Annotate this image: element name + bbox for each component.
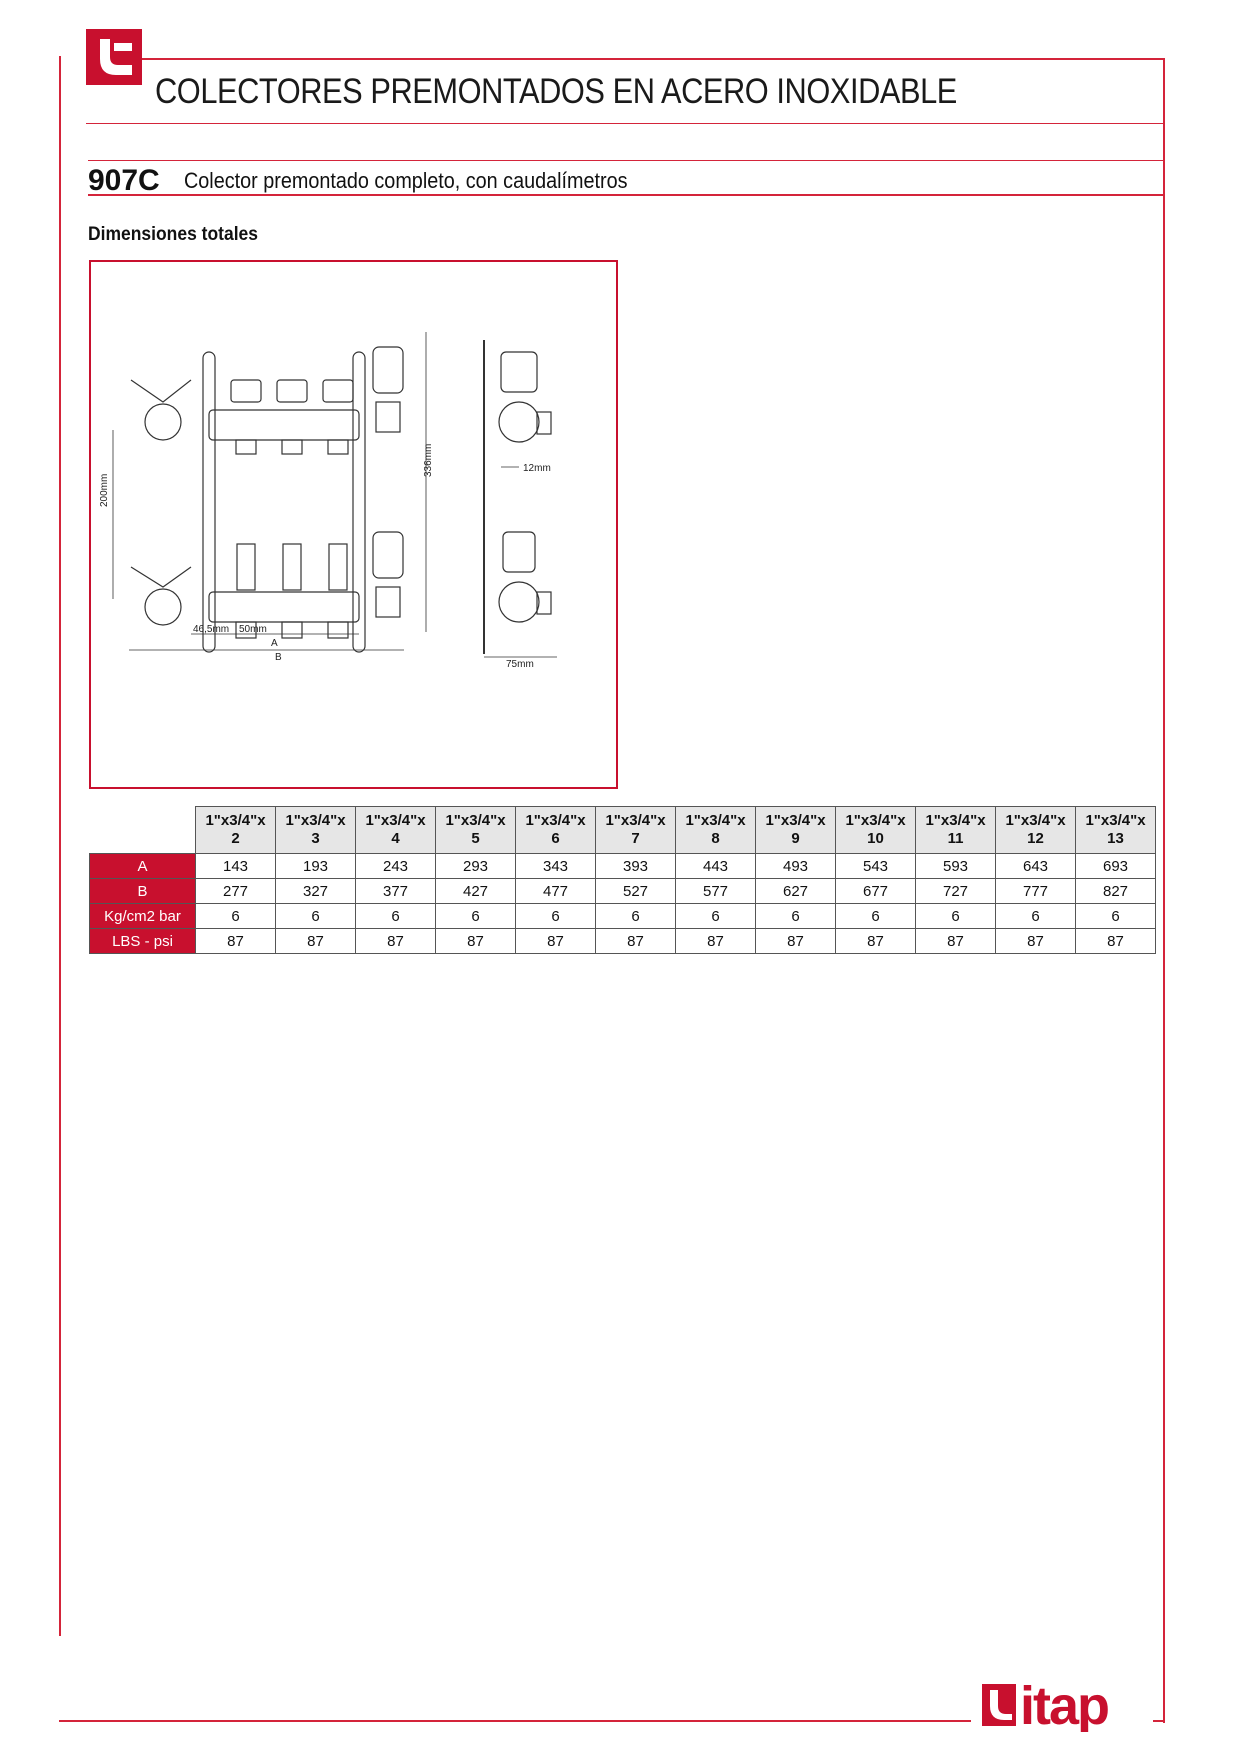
table-cell: 293 — [436, 854, 516, 879]
table-cell: 627 — [756, 879, 836, 904]
column-outlets: 2 — [231, 830, 240, 847]
table-cell: 593 — [916, 854, 996, 879]
dimensions-table — [89, 806, 1156, 954]
column-size: 1"x3/4"x — [685, 812, 746, 829]
table-row — [90, 879, 1156, 904]
brand-logo-text: itap — [1020, 1676, 1109, 1732]
dim-wall-gap: 12mm — [523, 463, 551, 474]
table-cell: 443 — [676, 854, 756, 879]
column-size: 1"x3/4"x — [765, 812, 826, 829]
page-title: COLECTORES PREMONTADOS EN ACERO INOXIDABLE — [155, 72, 957, 111]
table-cell: 87 — [756, 929, 836, 954]
product-rule-top — [88, 160, 1164, 161]
table-cell: 377 — [356, 879, 436, 904]
lower-valve-handle — [131, 567, 191, 587]
table-cell: 827 — [1076, 879, 1156, 904]
table-cell: 6 — [1076, 904, 1156, 929]
table-cell: 87 — [356, 929, 436, 954]
table-cell: 6 — [516, 904, 596, 929]
table-cell: 727 — [916, 879, 996, 904]
table-cell: 6 — [836, 904, 916, 929]
product-description: Colector premontado completo, con caudalímetros — [184, 168, 628, 193]
table-cell: 87 — [916, 929, 996, 954]
table-header-row — [90, 807, 1156, 854]
table-cell: 427 — [436, 879, 516, 904]
row-label: Kg/cm2 bar — [90, 904, 196, 929]
section-heading: Dimensiones totales — [88, 224, 258, 245]
lower-manifold-bar — [209, 592, 359, 622]
brand-logo-mark — [86, 29, 142, 85]
table-cell: 243 — [356, 854, 436, 879]
frame-top — [142, 58, 1165, 60]
column-size: 1"x3/4"x — [445, 812, 506, 829]
column-header — [436, 807, 516, 854]
row-label: B — [90, 879, 196, 904]
dim-height-between: 200mm — [99, 473, 110, 507]
table-cell: 87 — [1076, 929, 1156, 954]
column-outlets: 11 — [947, 830, 964, 847]
table-row — [90, 854, 1156, 879]
column-header — [916, 807, 996, 854]
dim-b-label: B — [275, 652, 282, 663]
manifold-drawing — [91, 262, 616, 787]
column-size: 1"x3/4"x — [605, 812, 666, 829]
upper-ball-valve — [145, 404, 181, 440]
table-cell: 6 — [676, 904, 756, 929]
table-cell: 493 — [756, 854, 836, 879]
column-header — [516, 807, 596, 854]
row-label: A — [90, 854, 196, 879]
row-label: LBS - psi — [90, 929, 196, 954]
table-row — [90, 904, 1156, 929]
column-outlets: 13 — [1107, 830, 1124, 847]
column-header — [756, 807, 836, 854]
column-outlets: 8 — [711, 830, 720, 847]
table-cell: 543 — [836, 854, 916, 879]
column-header — [356, 807, 436, 854]
table-cell: 87 — [996, 929, 1076, 954]
column-outlets: 4 — [391, 830, 400, 847]
table-cell: 677 — [836, 879, 916, 904]
dim-depth: 75mm — [506, 659, 534, 670]
table-cell: 6 — [756, 904, 836, 929]
upper-manifold-bar — [209, 410, 359, 440]
table-cell: 477 — [516, 879, 596, 904]
column-outlets: 12 — [1027, 830, 1044, 847]
table-cell: 6 — [356, 904, 436, 929]
frame-left-upper — [59, 56, 61, 1636]
column-header — [996, 807, 1076, 854]
column-header — [1076, 807, 1156, 854]
column-header — [596, 807, 676, 854]
table-cell: 6 — [436, 904, 516, 929]
column-size: 1"x3/4"x — [365, 812, 426, 829]
lower-ball-valve — [145, 589, 181, 625]
table-cell: 777 — [996, 879, 1076, 904]
column-outlets: 5 — [471, 830, 480, 847]
column-size: 1"x3/4"x — [285, 812, 346, 829]
table-cell: 87 — [836, 929, 916, 954]
table-cell: 87 — [196, 929, 276, 954]
column-header — [836, 807, 916, 854]
column-outlets: 3 — [311, 830, 320, 847]
table-cell: 527 — [596, 879, 676, 904]
table-cell: 6 — [916, 904, 996, 929]
product-rule-bottom — [88, 194, 1164, 196]
column-header — [676, 807, 756, 854]
dim-a-label: A — [271, 638, 278, 649]
title-underline — [86, 123, 1164, 124]
table-cell: 87 — [676, 929, 756, 954]
table-cell: 393 — [596, 854, 676, 879]
table-cell: 143 — [196, 854, 276, 879]
column-size: 1"x3/4"x — [845, 812, 906, 829]
table-cell: 643 — [996, 854, 1076, 879]
column-outlets: 10 — [867, 830, 884, 847]
product-code: 907C — [88, 164, 160, 197]
column-size: 1"x3/4"x — [205, 812, 266, 829]
table-cell: 343 — [516, 854, 596, 879]
table-cell: 6 — [276, 904, 356, 929]
brand-logo — [980, 1676, 1150, 1732]
dim-offset-first: 46,5mm — [193, 624, 230, 635]
column-size: 1"x3/4"x — [525, 812, 586, 829]
column-size: 1"x3/4"x — [925, 812, 986, 829]
table-cell: 577 — [676, 879, 756, 904]
column-outlets: 9 — [791, 830, 800, 847]
technical-drawing — [89, 260, 618, 789]
table-cell: 693 — [1076, 854, 1156, 879]
table-cell: 87 — [276, 929, 356, 954]
column-header — [276, 807, 356, 854]
table-cell: 327 — [276, 879, 356, 904]
table-cell: 6 — [196, 904, 276, 929]
table-cell: 87 — [436, 929, 516, 954]
table-cell: 193 — [276, 854, 356, 879]
frame-bottom-right — [1153, 1720, 1165, 1722]
table-cell: 277 — [196, 879, 276, 904]
frame-bottom — [59, 1720, 971, 1722]
column-outlets: 7 — [631, 830, 640, 847]
table-cell: 6 — [996, 904, 1076, 929]
column-size: 1"x3/4"x — [1085, 812, 1146, 829]
column-size: 1"x3/4"x — [1005, 812, 1066, 829]
frame-right — [1163, 58, 1165, 1723]
table-corner — [90, 807, 196, 854]
table-cell: 6 — [596, 904, 676, 929]
table-row — [90, 929, 1156, 954]
table-cell: 87 — [516, 929, 596, 954]
table-cell: 87 — [596, 929, 676, 954]
column-outlets: 6 — [551, 830, 560, 847]
dim-height-total: 336mm — [423, 443, 434, 477]
dim-spacing: 50mm — [239, 624, 267, 635]
upper-valve-handle — [131, 380, 191, 402]
column-header — [196, 807, 276, 854]
